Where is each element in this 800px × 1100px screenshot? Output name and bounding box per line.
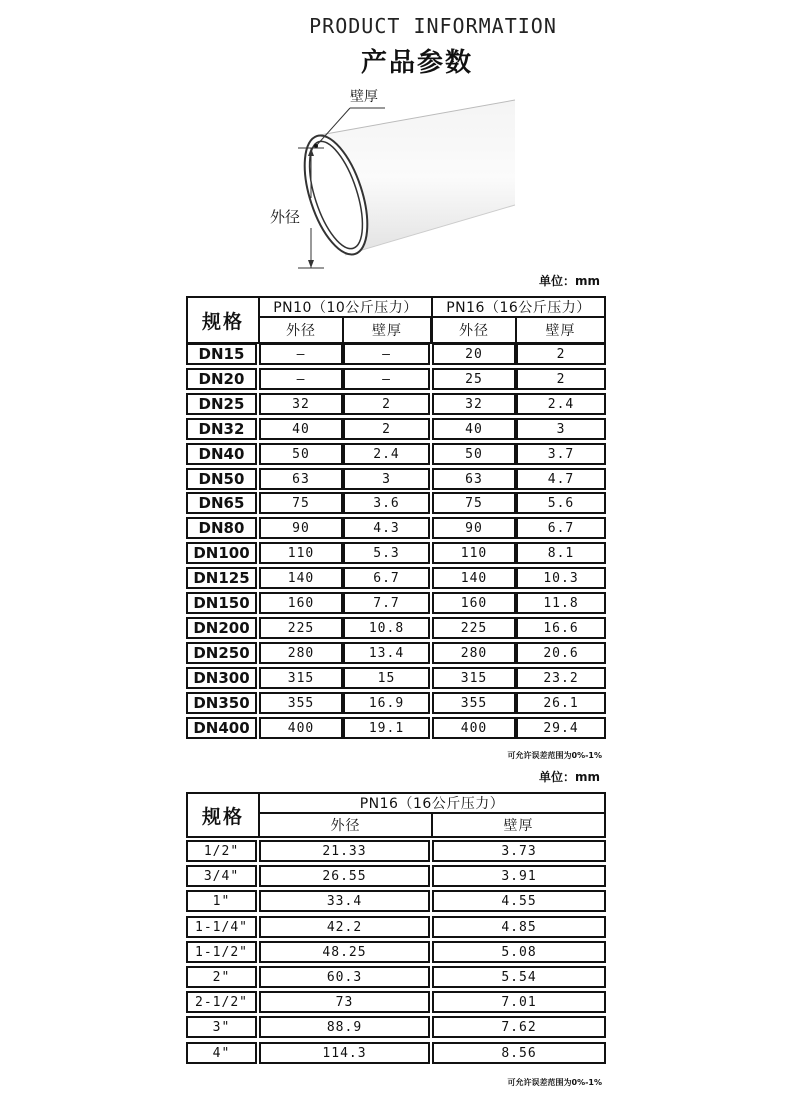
table1-cell-od-pn16: 20 <box>432 343 516 365</box>
table1-cell-wall-pn10: 7.7 <box>343 592 430 614</box>
table1-unit: 单位：mm <box>538 274 600 288</box>
table2-cell-od: 33.4 <box>259 890 430 912</box>
table1-cell-od-pn10: 90 <box>259 517 343 539</box>
table1-cell-od-pn10: 280 <box>259 642 343 664</box>
table1-cell-od-pn16: 75 <box>432 492 516 514</box>
table2-group-pn16: PN16（16公斤压力） <box>258 792 606 814</box>
table1-cell-od-pn10: 50 <box>259 443 343 465</box>
table1-cell-od-pn10: 63 <box>259 468 343 490</box>
table1-cell-od-pn10: 75 <box>259 492 343 514</box>
table2-cell-od: 48.25 <box>259 941 430 963</box>
table1-cell-wall-pn16: 26.1 <box>516 692 606 714</box>
outer-diameter-label: 外径 <box>270 208 301 226</box>
table1-cell-wall-pn16: 29.4 <box>516 717 606 739</box>
table1-cell-wall-pn16: 11.8 <box>516 592 606 614</box>
table2-cell-wall: 4.85 <box>432 916 606 938</box>
table2-cell-wall: 3.91 <box>432 865 606 887</box>
table1-cell-od-pn16: 315 <box>432 667 516 689</box>
table1-cell-wall-pn10: 15 <box>343 667 430 689</box>
table1-cell-wall-pn16: 2 <box>516 368 606 390</box>
table2-row-spec: 1/2" <box>186 840 257 862</box>
table1-cell-od-pn16: 110 <box>432 542 516 564</box>
table1-cell-od-pn16: 50 <box>432 443 516 465</box>
table1-col-wall-pn10: 壁厚 <box>342 316 432 344</box>
table1-cell-od-pn10: 355 <box>259 692 343 714</box>
table1-cell-od-pn10: 110 <box>259 542 343 564</box>
table1-cell-wall-pn16: 10.3 <box>516 567 606 589</box>
table1-cell-od-pn10: 32 <box>259 393 343 415</box>
table1-cell-od-pn10: — <box>259 368 343 390</box>
table1-cell-od-pn10: 160 <box>259 592 343 614</box>
table2-cell-wall: 8.56 <box>432 1042 606 1064</box>
table1-cell-od-pn10: 40 <box>259 418 343 440</box>
page-title-en: PRODUCT INFORMATION <box>309 14 557 38</box>
table1-row-spec: DN50 <box>186 468 257 490</box>
table1-row-spec: DN65 <box>186 492 257 514</box>
pipe-diagram <box>250 80 550 280</box>
table1-row-spec: DN100 <box>186 542 257 564</box>
table1-cell-wall-pn10: 2.4 <box>343 443 430 465</box>
table1-cell-od-pn16: 280 <box>432 642 516 664</box>
table1-group-pn10: PN10（10公斤压力） <box>258 296 433 318</box>
table1-cell-od-pn10: 315 <box>259 667 343 689</box>
table1-cell-wall-pn10: 2 <box>343 393 430 415</box>
table1-cell-od-pn16: 355 <box>432 692 516 714</box>
table1-cell-wall-pn10: — <box>343 368 430 390</box>
table1-cell-wall-pn10: 10.8 <box>343 617 430 639</box>
table2-cell-wall: 4.55 <box>432 890 606 912</box>
table1-cell-od-pn10: — <box>259 343 343 365</box>
table1-cell-od-pn10: 400 <box>259 717 343 739</box>
table2-row-spec: 2" <box>186 966 257 988</box>
table1-col-od-pn16: 外径 <box>431 316 517 344</box>
table2-row-spec: 3/4" <box>186 865 257 887</box>
table1-cell-od-pn10: 140 <box>259 567 343 589</box>
table1-col-od-pn10: 外径 <box>258 316 344 344</box>
table1-row-spec: DN350 <box>186 692 257 714</box>
table2-row-spec: 1" <box>186 890 257 912</box>
table1-cell-wall-pn16: 3 <box>516 418 606 440</box>
table1-cell-wall-pn16: 16.6 <box>516 617 606 639</box>
table2-row-spec: 3" <box>186 1016 257 1038</box>
table1-cell-wall-pn10: 16.9 <box>343 692 430 714</box>
table2-row-spec: 1-1/2" <box>186 941 257 963</box>
table1-row-spec: DN32 <box>186 418 257 440</box>
table1-cell-od-pn16: 25 <box>432 368 516 390</box>
table2-cell-od: 60.3 <box>259 966 430 988</box>
table1-cell-wall-pn16: 2 <box>516 343 606 365</box>
table2-tolerance-note: 可允许误差范围为0%-1% <box>507 1078 602 1087</box>
table2-cell-od: 114.3 <box>259 1042 430 1064</box>
table1-cell-wall-pn10: 5.3 <box>343 542 430 564</box>
table1-cell-wall-pn10: 4.3 <box>343 517 430 539</box>
table2-cell-wall: 7.01 <box>432 991 606 1013</box>
table1-cell-wall-pn16: 20.6 <box>516 642 606 664</box>
table1-cell-wall-pn10: 19.1 <box>343 717 430 739</box>
table2-spec-header: 规格 <box>186 792 260 838</box>
table2-col-wall: 壁厚 <box>431 812 606 838</box>
table1-cell-od-pn16: 63 <box>432 468 516 490</box>
table2-cell-wall: 5.08 <box>432 941 606 963</box>
table1-row-spec: DN20 <box>186 368 257 390</box>
table2-col-od: 外径 <box>258 812 433 838</box>
table2-unit: 单位：mm <box>538 770 600 784</box>
table1-cell-wall-pn10: 6.7 <box>343 567 430 589</box>
table2-row-spec: 1-1/4" <box>186 916 257 938</box>
table2-cell-wall: 7.62 <box>432 1016 606 1038</box>
table1-row-spec: DN250 <box>186 642 257 664</box>
table1-row-spec: DN200 <box>186 617 257 639</box>
table2-cell-od: 73 <box>259 991 430 1013</box>
table1-cell-wall-pn16: 3.7 <box>516 443 606 465</box>
table1-cell-wall-pn10: — <box>343 343 430 365</box>
table1-row-spec: DN400 <box>186 717 257 739</box>
table1-row-spec: DN150 <box>186 592 257 614</box>
table1-cell-od-pn16: 160 <box>432 592 516 614</box>
table1-cell-wall-pn16: 4.7 <box>516 468 606 490</box>
table1-row-spec: DN15 <box>186 343 257 365</box>
table1-cell-od-pn16: 32 <box>432 393 516 415</box>
table1-cell-od-pn16: 400 <box>432 717 516 739</box>
table1-spec-header: 规格 <box>186 296 260 344</box>
table1-cell-od-pn16: 140 <box>432 567 516 589</box>
table2-cell-wall: 5.54 <box>432 966 606 988</box>
table1-cell-od-pn16: 40 <box>432 418 516 440</box>
table1-cell-wall-pn10: 13.4 <box>343 642 430 664</box>
table2-row-spec: 2-1/2" <box>186 991 257 1013</box>
table2-row-spec: 4" <box>186 1042 257 1064</box>
table1-cell-od-pn16: 225 <box>432 617 516 639</box>
table1-tolerance-note: 可允许误差范围为0%-1% <box>507 751 602 760</box>
table2-cell-wall: 3.73 <box>432 840 606 862</box>
table2-cell-od: 21.33 <box>259 840 430 862</box>
table1-cell-wall-pn10: 3.6 <box>343 492 430 514</box>
table1-row-spec: DN25 <box>186 393 257 415</box>
table1-row-spec: DN40 <box>186 443 257 465</box>
table1-cell-wall-pn16: 6.7 <box>516 517 606 539</box>
table2-cell-od: 42.2 <box>259 916 430 938</box>
table1-cell-wall-pn16: 2.4 <box>516 393 606 415</box>
table1-cell-wall-pn10: 2 <box>343 418 430 440</box>
wall-thickness-label: 壁厚 <box>350 89 378 105</box>
table1-row-spec: DN125 <box>186 567 257 589</box>
table1-cell-wall-pn16: 8.1 <box>516 542 606 564</box>
table1-cell-od-pn10: 225 <box>259 617 343 639</box>
table1-group-pn16: PN16（16公斤压力） <box>431 296 606 318</box>
table2-cell-od: 26.55 <box>259 865 430 887</box>
table1-row-spec: DN80 <box>186 517 257 539</box>
table1-cell-wall-pn16: 5.6 <box>516 492 606 514</box>
table1-col-wall-pn16: 壁厚 <box>515 316 606 344</box>
table1-cell-wall-pn16: 23.2 <box>516 667 606 689</box>
table1-cell-od-pn16: 90 <box>432 517 516 539</box>
table1-cell-wall-pn10: 3 <box>343 468 430 490</box>
table1-row-spec: DN300 <box>186 667 257 689</box>
page-title-cn: 产品参数 <box>360 48 473 78</box>
table2-cell-od: 88.9 <box>259 1016 430 1038</box>
